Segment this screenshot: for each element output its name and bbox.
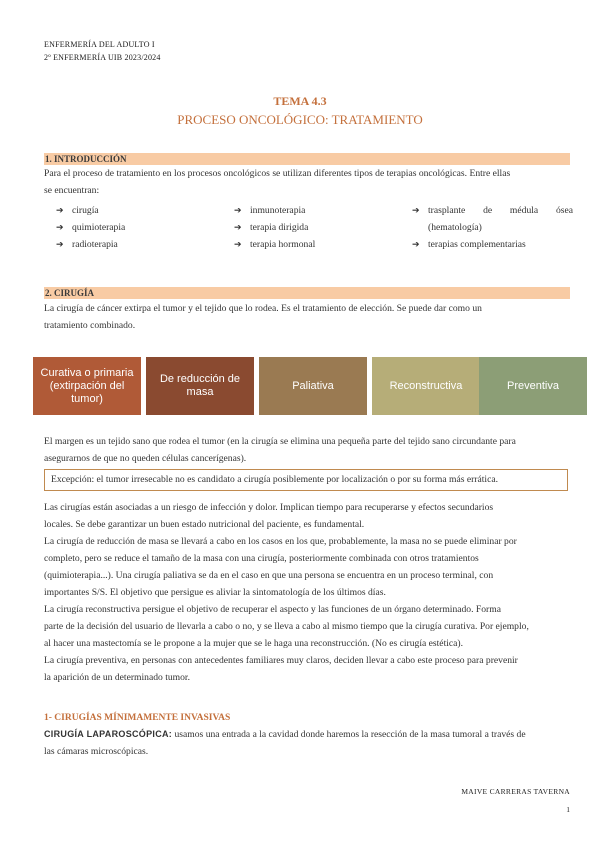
surgery-type-curativa: Curativa o primaria (extirpación del tumor) [33, 357, 141, 415]
page-subtitle: PROCESO ONCOLÓGICO: TRATAMIENTO [177, 112, 423, 127]
paragraph-line: La cirugía de reducción de masa se llevará a cabo en los casos en los que, probablemente, la masa no se puede eliminar por [44, 536, 517, 547]
surgery-type-preventiva: Preventiva [479, 357, 587, 415]
paragraph-line: importantes S/S. El objetivo que persigue es aliviar la sintomatología de los últimos días. [44, 587, 386, 598]
therapy-list-col-2 [234, 202, 394, 253]
doc-header-year: 2º ENFERMERÍA UIB 2023/2024 [44, 53, 161, 62]
paragraph-line: La cirugía preventiva, en personas con antecedentes familiares muy claros, deciden llevar a cabo este proceso para prevenir [44, 655, 518, 666]
page-title: TEMA 4.3 [273, 94, 327, 108]
therapy-list-col-1 [56, 202, 216, 253]
paragraph-line: parte de la decisión del usuario de llevarla a cabo o no, y se lleva a cabo al mismo tiempo que la cirugía curativa. Por ejemplo, [44, 621, 529, 632]
laparoscopica-text: usamos una entrada a la cavidad donde haremos la resección de la masa tumoral a través de [172, 729, 526, 740]
arrow-right-icon: ➔ [412, 239, 420, 249]
paragraph-line: La cirugía reconstructiva persigue el objetivo de recuperar el aspecto y las funciones de un órgano determinado. Forma [44, 604, 501, 615]
arrow-right-icon: ➔ [234, 222, 242, 232]
list-item: (hematología) [428, 222, 482, 233]
doc-header-course: ENFERMERÍA DEL ADULTO I [44, 40, 155, 49]
paragraph-line: la aparición de un determinado tumor. [44, 672, 190, 683]
paragraph-line: (quimioterapia...). Una cirugía paliativa se da en el caso en que una persona se encuentra en un proceso terminal, con [44, 570, 494, 581]
arrow-right-icon: ➔ [412, 205, 420, 215]
list-item: ➔ terapia hormonal [234, 236, 394, 253]
cirugia-line-2: tratamiento combinado. [44, 320, 136, 331]
list-item: ➔ cirugía [56, 202, 216, 219]
arrow-right-icon: ➔ [234, 239, 242, 249]
list-item: ➔ trasplante de médula ósea [412, 202, 577, 219]
paragraph-line: al hacer una mastectomía se le propone a la mujer que se le haga una reconstrucción. (No es cirugía estética). [44, 638, 464, 649]
intro-line-1: Para el proceso de tratamiento en los procesos oncológicos se utilizan diferentes tipos de terapias oncológicas. Entre ellas [44, 168, 511, 179]
cirugia-line-1: La cirugía de cáncer extirpa el tumor y el tejido que lo rodea. Es el tratamiento de elección. Se puede dar como un [44, 303, 482, 314]
footer-author: MAIVE CARRERAS TAVERNA [461, 787, 570, 796]
section-heading-cirugia: 2. CIRUGÍA [44, 287, 570, 299]
paragraph-line: completo, pero se reduce el tamaño de la masa con una cirugía, posteriormente combinada con otros tratamientos [44, 553, 479, 564]
list-item: ➔ terapias complementarias [412, 236, 577, 253]
arrow-right-icon: ➔ [56, 205, 64, 215]
intro-line-2: se encuentran: [44, 185, 100, 196]
list-item: ➔ inmunoterapia [234, 202, 394, 219]
list-item: ➔ quimioterapia [56, 219, 216, 236]
paragraph-line: Las cirugías están asociadas a un riesgo de infección y dolor. Implican tiempo para recuperarse y efectos secundarios [44, 502, 494, 513]
surgery-type-paliativa: Paliativa [259, 357, 367, 415]
margin-line-1: El margen es un tejido sano que rodea el tumor (en la cirugía se elimina una pequeña parte del tejido sano circundante para [44, 436, 516, 447]
list-item: ➔ radioterapia [56, 236, 216, 253]
exception-callout: Excepción: el tumor irresecable no es candidato a cirugía posiblemente por localización o por su forma más errática. [44, 469, 568, 491]
section-heading-introduccion: 1. INTRODUCCIÓN [44, 153, 570, 165]
cirugia-body-paragraphs [44, 499, 570, 686]
arrow-right-icon: ➔ [234, 205, 242, 215]
page-number: 1 [566, 805, 570, 814]
laparoscopica-label: CIRUGÍA LAPAROSCÓPICA: [44, 729, 173, 739]
therapy-list-col-3 [412, 202, 577, 253]
subsection-heading-minimamente-invasivas: 1- CIRUGÍAS MÍNIMAMENTE INVASIVAS [44, 713, 231, 723]
arrow-right-icon: ➔ [56, 239, 64, 249]
laparoscopica-line-1 [44, 726, 570, 743]
laparoscopica-line-2: las cámaras microscópicas. [44, 746, 149, 757]
surgery-type-reduccion: De reducción de masa [146, 357, 254, 415]
list-item: ➔ terapia dirigida [234, 219, 394, 236]
paragraph-line: locales. Se debe garantizar un buen estado nutricional del paciente, es fundamental. [44, 519, 365, 530]
arrow-right-icon: ➔ [56, 222, 64, 232]
margin-line-2: asegurarnos de que no queden células cancerígenas). [44, 453, 247, 464]
surgery-type-reconstructiva: Reconstructiva [372, 357, 480, 415]
